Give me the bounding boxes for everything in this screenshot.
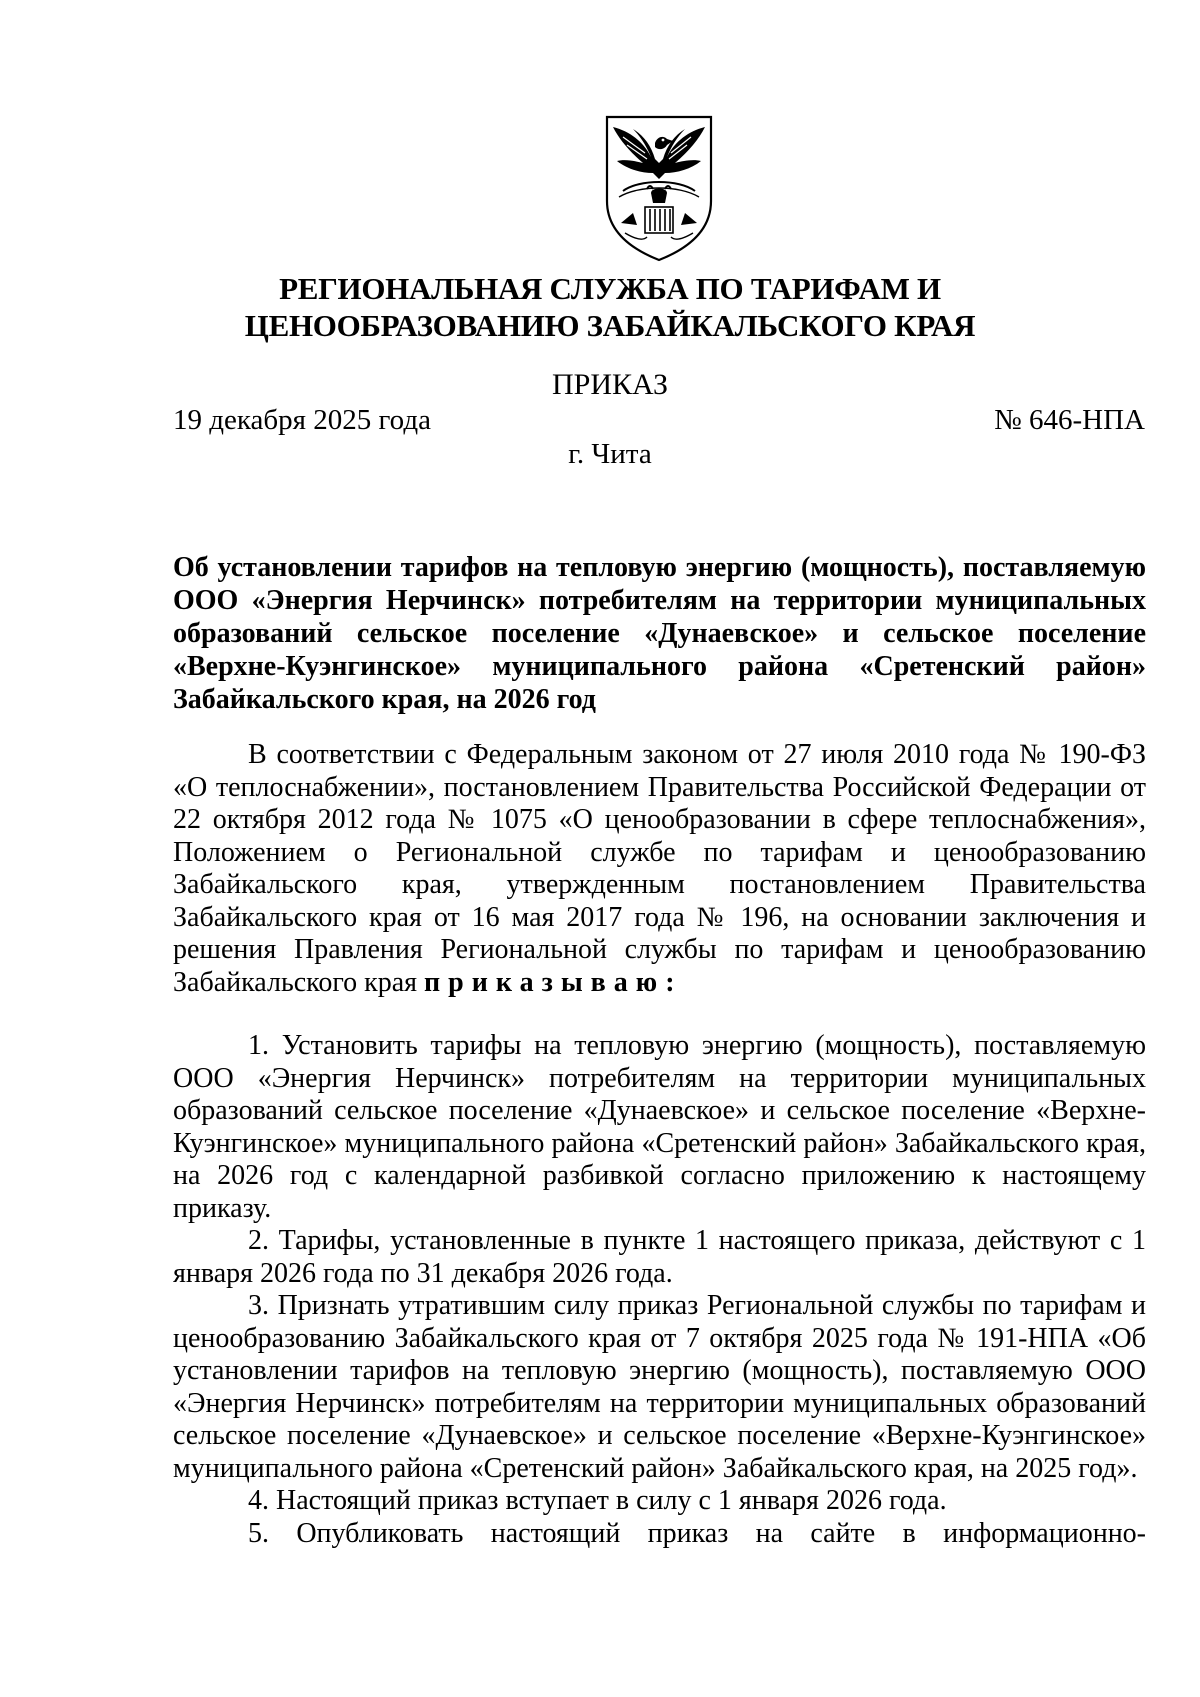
document-number: № 646-НПА bbox=[994, 404, 1145, 436]
preamble bbox=[173, 739, 1146, 999]
preamble-text: В соответствии с Федеральным законом от 27 июля 2010 года № 190-ФЗ «О теплоснабжении», постановлением Правительства Российской Федерации от 22 октября 2012 года № 1075 «О ценообразовании в сфере теплоснабжения», Положением о Региональной службе по тарифам и ценообразованию Забайкальского края, утвержденным постановлением Правительства Забайкальского края от 16 мая 2017 года № 196, на основании заключения и решения Правления Региональной службы по тарифам и ценообразованию Забайкальского края bbox=[173, 739, 1146, 998]
document-city: г. Чита bbox=[568, 438, 652, 470]
document-type: ПРИКАЗ bbox=[552, 368, 668, 401]
document-subject: Об установлении тарифов на тепловую энергию (мощность), поставляемую ООО «Энергия Нерчинск» потребителям на территории муниципальных образований сельское поселение «Дунаевское» и сельское поселение «Верхне-Куэнгинское» муниципального района «Сретенский район» Забайкальского края, на 2026 год bbox=[173, 552, 1146, 715]
order-item-1: 1. Установить тарифы на тепловую энергию (мощность), поставляемую ООО «Энергия Нерчинск» потребителям на территории муниципальных образований сельское поселение «Дунаевское» и сельское поселение «Верхне-Куэнгинское» муниципального района «Сретенский район» Забайкальского края, на 2026 год с календарной разбивкой согласно приложению к настоящему приказу. bbox=[173, 1030, 1146, 1224]
document-date: 19 декабря 2025 года bbox=[173, 404, 431, 436]
order-items bbox=[173, 1030, 1146, 1550]
order-item-2: 2. Тарифы, установленные в пункте 1 настоящего приказа, действуют с 1 января 2026 года по 31 декабря 2026 года. bbox=[173, 1225, 1146, 1289]
order-item-4: 4. Настоящий приказ вступает в силу с 1 января 2026 года. bbox=[248, 1485, 947, 1516]
organization-title-line-1: РЕГИОНАЛЬНАЯ СЛУЖБА ПО ТАРИФАМ И bbox=[279, 271, 941, 306]
order-item-5: 5. Опубликовать настоящий приказ на сайте в информационно- bbox=[248, 1517, 1146, 1549]
organization-title bbox=[170, 270, 1050, 344]
organization-title-line-2: ЦЕНООБРАЗОВАНИЮ ЗАБАЙКАЛЬСКОГО КРАЯ bbox=[244, 308, 976, 343]
order-word: приказываю: bbox=[424, 966, 683, 998]
order-item-3: 3. Признать утратившим силу приказ Региональной службы по тарифам и ценообразованию Забайкальского края от 7 октября 2025 года № 191-НПА «Об установлении тарифов на тепловую энергию (мощность), поставляемую ООО «Энергия Нерчинск» потребителям на территории муниципальных образований сельское поселение «Дунаевское» и сельское поселение «Верхне-Куэнгинское» муниципального района «Сретенский район» Забайкальского края, на 2025 год». bbox=[173, 1290, 1146, 1484]
coat-of-arms-icon bbox=[603, 113, 715, 263]
